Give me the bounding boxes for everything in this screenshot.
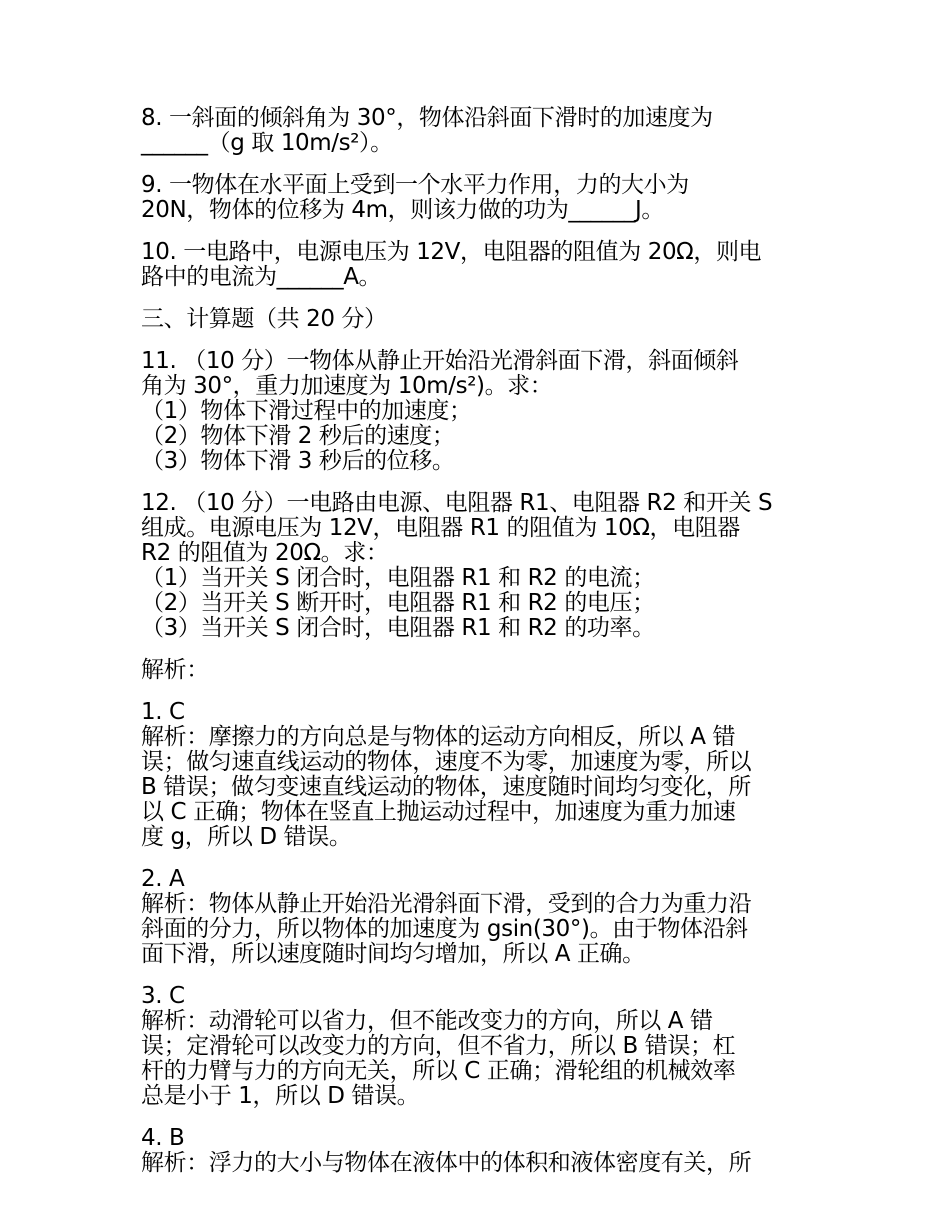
text-line: 9. 一物体在水平面上受到一个水平力作用，力的大小为 xyxy=(141,172,689,198)
text-line: （1）物体下滑过程中的加速度； xyxy=(141,398,472,424)
text-line: 11. （10 分）一物体从静止开始沿光滑斜面下滑，斜面倾斜 xyxy=(141,348,739,374)
text-line: 解析：物体从静止开始沿光滑斜面下滑，受到的合力为重力沿 xyxy=(141,891,752,917)
answer-4 xyxy=(141,1126,813,1176)
section-heading-text: 三、计算题（共 20 分） xyxy=(141,306,387,332)
question-9 xyxy=(141,173,813,223)
text-line: 1. C xyxy=(141,699,185,725)
text-line: 斜面的分力，所以物体的加速度为 gsin(30°)。由于物体沿斜 xyxy=(141,916,748,942)
text-line: （3）当开关 S 闭合时，电阻器 R1 和 R2 的功率。 xyxy=(141,615,655,641)
text-line: （2）当开关 S 断开时，电阻器 R1 和 R2 的电压； xyxy=(141,590,655,616)
question-8 xyxy=(141,106,813,156)
answer-1 xyxy=(141,700,813,850)
text-line: 以 C 正确；物体在竖直上抛运动过程中，加速度为重力加速 xyxy=(141,799,736,825)
text-line: B 错误；做匀变速直线运动的物体，速度随时间均匀变化，所 xyxy=(141,774,751,800)
text-line: 解析：浮力的大小与物体在液体中的体积和液体密度有关，所 xyxy=(141,1150,752,1176)
text-line: 解析：动滑轮可以省力，但不能改变力的方向，所以 A 错 xyxy=(141,1008,713,1034)
analysis-heading xyxy=(141,658,813,683)
section-heading xyxy=(141,307,813,332)
text-line: （2）物体下滑 2 秒后的速度； xyxy=(141,423,455,449)
text-line: 路中的电流为______A。 xyxy=(141,264,382,290)
analysis-heading-text: 解析： xyxy=(141,657,209,683)
text-line: 度 g，所以 D 错误。 xyxy=(141,824,352,850)
text-line: 面下滑，所以速度随时间均匀增加，所以 A 正确。 xyxy=(141,941,645,967)
text-line: 20N，物体的位移为 4m，则该力做的功为______J。 xyxy=(141,197,665,223)
text-line: （1）当开关 S 闭合时，电阻器 R1 和 R2 的电流； xyxy=(141,565,655,591)
text-line: 误；做匀速直线运动的物体，速度不为零，加速度为零，所以 xyxy=(141,749,752,775)
question-10 xyxy=(141,240,813,290)
text-line: 总是小于 1，所以 D 错误。 xyxy=(141,1083,420,1109)
text-line: 2. A xyxy=(141,866,185,892)
question-11 xyxy=(141,349,813,474)
text-line: ______（g 取 10m/s²）。 xyxy=(141,130,393,156)
text-line: 8. 一斜面的倾斜角为 30°，物体沿斜面下滑时的加速度为 xyxy=(141,105,713,131)
text-line: 解析：摩擦力的方向总是与物体的运动方向相反，所以 A 错 xyxy=(141,724,736,750)
text-line: R2 的阻值为 20Ω。求： xyxy=(141,540,389,566)
text-line: 3. C xyxy=(141,983,185,1009)
text-line: 杆的力臂与力的方向无关，所以 C 正确；滑轮组的机械效率 xyxy=(141,1058,736,1084)
text-line: 组成。电源电压为 12V，电阻器 R1 的阻值为 10Ω，电阻器 xyxy=(141,515,740,541)
answer-2 xyxy=(141,867,813,967)
text-line: 12. （10 分）一电路由电源、电阻器 R1、电阻器 R2 和开关 S xyxy=(141,490,773,516)
document-page xyxy=(141,106,813,1176)
text-line: （3）物体下滑 3 秒后的位移。 xyxy=(141,448,455,474)
text-line: 误；定滑轮可以改变力的方向，但不省力，所以 B 错误；杠 xyxy=(141,1033,736,1059)
question-12 xyxy=(141,491,813,641)
text-line: 10. 一电路中，电源电压为 12V，电阻器的阻值为 20Ω，则电 xyxy=(141,239,762,265)
text-line: 角为 30°，重力加速度为 10m/s²)。求： xyxy=(141,373,553,399)
text-line: 4. B xyxy=(141,1125,185,1151)
answer-3 xyxy=(141,984,813,1109)
